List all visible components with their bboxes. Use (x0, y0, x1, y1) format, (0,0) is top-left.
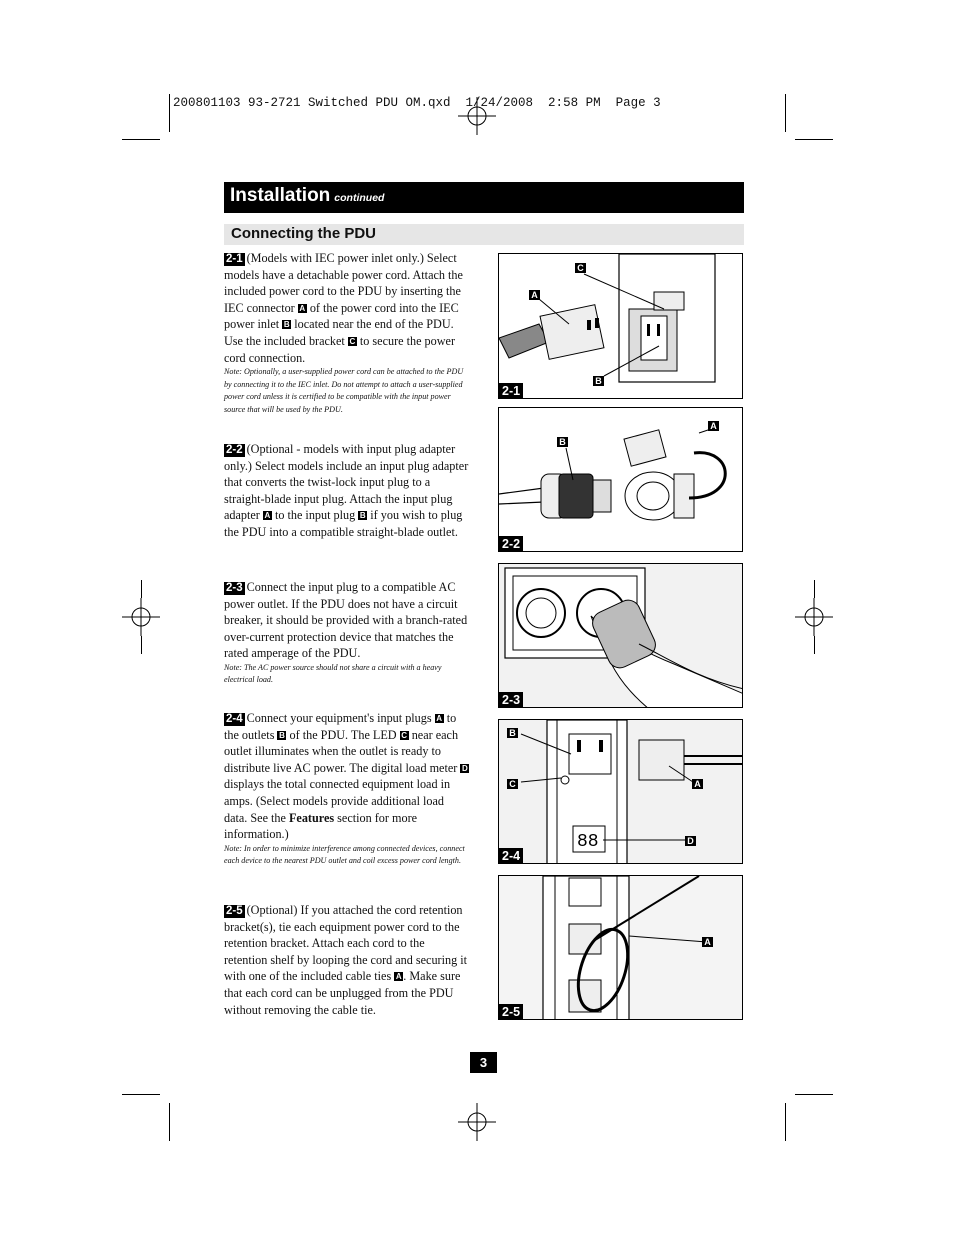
cord-retention-illustration (499, 876, 743, 1020)
header-title: Installation continued (230, 185, 385, 206)
features-reference: Features (288, 810, 335, 825)
callout-c: C (575, 263, 586, 273)
step-note: Note: Optionally, a user-supplied power cord can be attached to the PDU by connecting it to the IEC inlet. Do not attempt to attach a user-supplied power cord unless it is certified to be compatible with the input power source that will be used by the PDU. (224, 367, 464, 414)
callout-a: A (702, 937, 713, 947)
figure-2-1 (498, 253, 743, 399)
callout-b: B (593, 376, 604, 386)
callout-letter: A (436, 714, 443, 723)
callout-letter: B (279, 730, 285, 740)
figure-2-3 (498, 563, 743, 708)
crop-mark (122, 1094, 160, 1095)
step-number: 2-3 (226, 582, 243, 594)
pdu-outlets-illustration (499, 720, 743, 864)
step-2-2 (224, 441, 470, 541)
callout-d: D (685, 836, 696, 846)
crop-mark (141, 636, 142, 654)
callout-a: A (708, 421, 719, 431)
crop-mark (785, 1103, 786, 1141)
figure-label: 2-3 (499, 692, 523, 707)
figure-2-2 (498, 407, 743, 552)
step-text: 2-1 (Models with IEC power inlet only.) Select models have a detachable power cord. Attach the included power cord to the PDU by inserting the IEC connector A of the power cord into the IEC power inlet B located near the end of the PDU. Use the included bracket C to secure the power cord connection. (224, 251, 463, 365)
callout-letter: A (264, 511, 271, 521)
callout-c: C (507, 779, 518, 789)
registration-mark-icon (122, 598, 160, 636)
step-text: 2-4 Connect your equipment's input plugs A to the outlets B of the PDU. The LED C near each outlet illuminates when the outlet is ready to distribute live AC power. The digital load meter D displays the total connected equipment load in amps. (Select models provide additional load data. See the Features section for more information.) (224, 711, 468, 842)
callout-letter: C (401, 730, 408, 740)
crop-mark (814, 580, 815, 598)
section-header (224, 182, 744, 213)
subsection-title: Connecting the PDU (231, 225, 376, 242)
step-2-1 (224, 250, 470, 416)
crop-mark (122, 139, 160, 140)
registration-mark-icon (795, 598, 833, 636)
figure-label: 2-1 (499, 383, 523, 398)
callout-letter: A (299, 303, 306, 313)
crop-mark (795, 139, 833, 140)
step-number: 2-4 (226, 713, 243, 725)
callout-letter: A (395, 972, 402, 982)
svg-text:88: 88 (577, 832, 599, 852)
step-number: 2-5 (226, 905, 243, 917)
step-text: 2-2 (Optional - models with input plug adapter only.) Select models include an input plug adapter that converts the twist-lock input plug to a straight-blade input plug. Attach the input plug adapter A to the input plug B if you wish to plug the PDU into a compatible straight-blade outlet. (224, 442, 469, 539)
step-number: 2-2 (226, 444, 243, 456)
callout-a: A (692, 779, 703, 789)
crop-mark (141, 580, 142, 598)
outlet-connection-illustration (499, 564, 743, 708)
crop-mark (795, 1094, 833, 1095)
header-continued: continued (334, 192, 385, 204)
registration-mark-icon (458, 1103, 496, 1141)
callout-a: A (529, 290, 540, 300)
figure-label: 2-2 (499, 536, 523, 551)
step-note: Note: The AC power source should not share a circuit with a heavy electrical load. (224, 662, 442, 685)
callout-b: B (557, 437, 568, 447)
callout-b: B (507, 728, 518, 738)
figure-label: 2-5 (499, 1004, 523, 1019)
step-number: 2-1 (226, 253, 243, 265)
step-2-4 (224, 710, 470, 868)
crop-mark (169, 94, 170, 132)
figure-2-4 (498, 719, 743, 864)
step-text: 2-5 (Optional) If you attached the cord retention bracket(s), tie each equipment power cord to the retention bracket. Attach each cord to the retention shelf by looping the cord and securing it with one of the included cable ties A . Make sure that each cord can be unplugged from the PDU without removing the cable tie. (224, 903, 468, 1017)
callout-letter: D (461, 763, 468, 773)
callout-letter: C (349, 336, 356, 346)
slug-line: 200801103 93-2721 Switched PDU OM.qxd 1/24/2008 2:58 PM Page 3 (173, 96, 661, 110)
figure-2-5 (498, 875, 743, 1020)
callout-letter: B (359, 511, 366, 521)
iec-cord-illustration (499, 254, 743, 399)
step-2-3 (224, 579, 470, 687)
callout-letter: B (283, 320, 290, 330)
crop-mark (169, 1103, 170, 1141)
figure-label: 2-4 (499, 848, 523, 863)
subsection-header (224, 224, 744, 245)
crop-mark (785, 94, 786, 132)
step-note: Note: In order to minimize interference among connected devices, connect each device to the nearest PDU outlet and coil excess power cord length. (224, 843, 465, 866)
plug-adapter-illustration (499, 408, 743, 552)
step-text: 2-3 Connect the input plug to a compatible AC power outlet. If the PDU does not have a circuit breaker, it should be provided with a branch-rated over-current protection device that matches the rated amperage of the PDU. (224, 580, 468, 661)
crop-mark (814, 636, 815, 654)
step-2-5 (224, 902, 470, 1018)
page-number: 3 (470, 1052, 497, 1073)
